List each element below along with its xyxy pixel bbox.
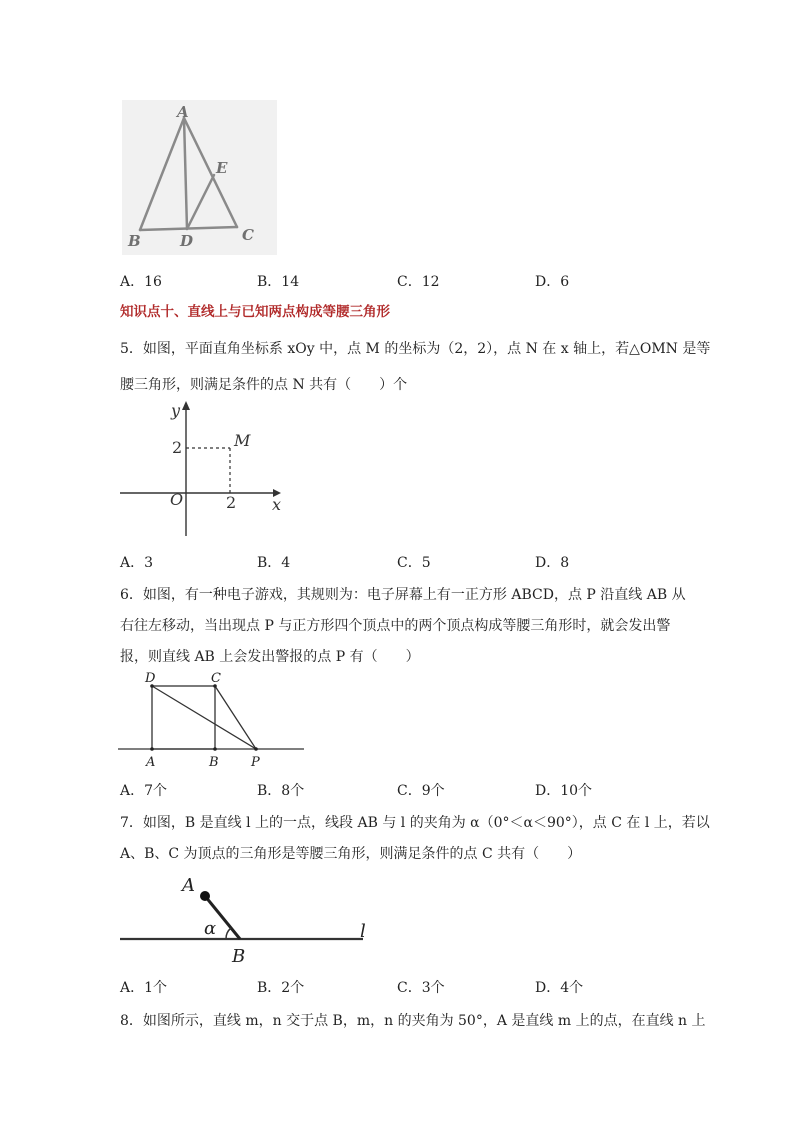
label-C: C [242, 226, 254, 244]
option-a[interactable]: A．3 [120, 555, 154, 571]
label-D: D [180, 232, 194, 250]
option-d[interactable]: D．6 [535, 274, 570, 290]
point-M-label: M [234, 431, 251, 450]
option-b[interactable]: B．4 [257, 555, 291, 571]
option-d[interactable]: D．8 [535, 555, 570, 571]
option-a[interactable]: A．1个 [120, 980, 168, 996]
option-d[interactable]: D．4个 [535, 980, 584, 996]
q4-options [120, 271, 680, 291]
q6-text-line2: 右往左移动，当出现点 P 与正方形四个顶点中的两个顶点构成等腰三角形时，就会发出警 [120, 618, 671, 634]
option-d[interactable]: D．10个 [535, 783, 593, 799]
label-P: P [251, 755, 260, 770]
q7-text-line2: A、B、C 为顶点的三角形是等腰三角形，则满足条件的点 C 共有（ ） [120, 846, 582, 862]
label-B: B [232, 946, 246, 967]
label-l: l [360, 921, 366, 942]
label-B: B [128, 232, 141, 250]
q7-options [120, 977, 680, 997]
label-A: A [182, 875, 195, 896]
q6-text-line3: 报，则直线 AB 上会发出警报的点 P 有（ ） [120, 649, 420, 665]
option-a[interactable]: A．16 [120, 274, 162, 290]
q5-options [120, 552, 680, 572]
option-c[interactable]: C．5 [397, 555, 431, 571]
label-A: A [146, 755, 156, 770]
q5-text-line2: 腰三角形，则满足条件的点 N 共有（ ）个 [120, 377, 408, 393]
q8-text-line1: 8．如图所示，直线 m，n 交于点 B，m，n 的夹角为 50°，A 是直线 m 上的点，在直线 n 上 [120, 1013, 706, 1029]
figure-q5-coordinate [118, 398, 293, 538]
origin-label: O [170, 490, 184, 509]
q7-text-line1: 7．如图，B 是直线 l 上的一点，线段 AB 与 l 的夹角为 α（0°＜α＜90°），点 C 在 l 上，若以 [120, 815, 710, 831]
figure-q4-triangle [122, 100, 277, 255]
option-c[interactable]: C．12 [397, 274, 440, 290]
tick-y-2: 2 [172, 438, 183, 457]
label-B: B [209, 755, 219, 770]
label-alpha: α [204, 918, 217, 939]
tick-x-2: 2 [226, 493, 237, 512]
figure-q7-line [118, 868, 380, 968]
q6-options [120, 780, 680, 800]
q5-text-line1: 5．如图，平面直角坐标系 xOy 中，点 M 的坐标为（2，2），点 N 在 x 轴上，若△OMN 是等 [120, 341, 711, 357]
label-A: A [177, 103, 189, 121]
option-c[interactable]: C．3个 [397, 980, 445, 996]
axis-x-label: x [272, 495, 282, 514]
option-b[interactable]: B．8个 [257, 783, 305, 799]
figure-q6-square [118, 668, 308, 773]
option-a[interactable]: A．7个 [120, 783, 168, 799]
section-heading: 知识点十、直线上与已知两点构成等腰三角形 [120, 304, 390, 320]
option-c[interactable]: C．9个 [397, 783, 445, 799]
label-D: D [145, 671, 156, 686]
option-b[interactable]: B．14 [257, 274, 300, 290]
q6-text-line1: 6．如图，有一种电子游戏，其规则为：电子屏幕上有一正方形 ABCD，点 P 沿直线 AB 从 [120, 587, 686, 603]
axis-y-label: y [171, 401, 181, 420]
label-C: C [211, 671, 221, 686]
label-E: E [216, 159, 228, 177]
option-b[interactable]: B．2个 [257, 980, 305, 996]
